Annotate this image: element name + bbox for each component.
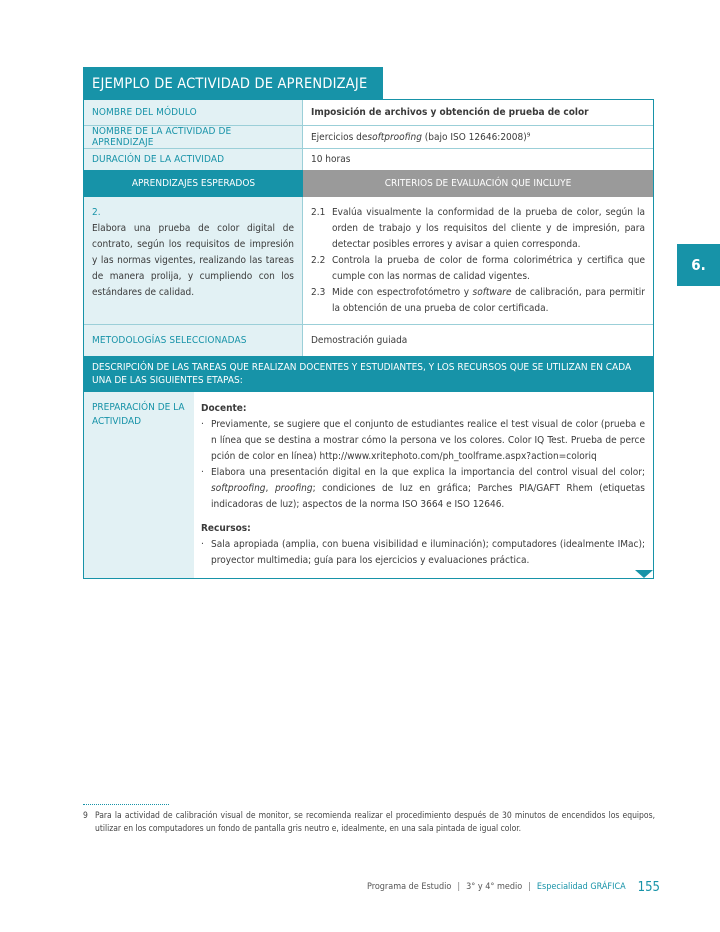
duration-label: DURACIÓN DE LA ACTIVIDAD [84,149,303,170]
activity-title: EJEMPLO DE ACTIVIDAD DE APRENDIZAJE [83,67,383,100]
learning-row [84,197,653,324]
recursos-label: Recursos: [201,523,251,534]
criterion-text-part: de calibración, para permitir la obtención de una prueba de color certificada. [332,287,645,314]
docente-item-text [211,465,645,513]
footer-separator: | [528,882,531,892]
preparation-content [194,392,653,578]
methodology-value: Demostración guiada [311,335,408,346]
criterion-number: 2.3 [311,287,326,298]
bullet-icon: · [201,467,204,478]
footnote-number: 9 [83,811,88,821]
footnote [83,810,655,836]
criterion-number: 2.1 [311,207,326,218]
activity-name-row [84,126,653,148]
docente-item-text: Previamente, se sugiere que el conjunto de estudiantes realice el test visual de color (prueba en línea que se destina a mostrar cómo la persona ve los colores. Color IQ Test. Prueba de percepción de color en línea) http://www.xritephoto.com/ph_toolframe.aspx?action=coloriq [211,419,645,462]
criterion-number: 2.2 [311,255,326,266]
footnote-divider [83,804,169,805]
learning-header: APRENDIZAJES ESPERADOS [84,170,303,197]
section-headers [84,170,653,197]
methodology-row [84,325,653,356]
module-name-value: Imposición de archivos y obtención de prueba de color [311,107,589,118]
recursos-item [201,537,645,569]
docente-item-part: Elabora una presentación digital en la que explica la importancia del control visual del color; [211,467,645,478]
activity-name-label: NOMBRE DE LA ACTIVIDAD DE APRENDIZAJE [84,126,303,148]
description-header: DESCRIPCIÓN DE LAS TAREAS QUE REALIZAN DOCENTES Y ESTUDIANTES, Y LOS RECURSOS QUE SE UTILIZAN EN CADA UNA DE LAS SIGUIENTES ETAPAS: [84,356,653,392]
activity-name-text: Ejercicios de [311,131,368,143]
page-number: 155 [637,879,660,895]
criterion-item [311,285,645,317]
criterion-item [311,205,645,253]
criterion-text [332,285,645,317]
footnote-text: Para la actividad de calibración visual de monitor, se recomienda realizar el procedimiento después de 30 minutos de encendidos los equipos, utilizar en los computadores un fondo de pantalla gris neutro e, idealmente, en una sala pintada de igual color. [95,811,655,834]
docente-item-part: , [265,483,275,494]
page-footer [300,878,660,896]
criterion-text: Evalúa visualmente la conformidad de la prueba de color, según la orden de trabajo y los requisitos del cliente y de impresión, para detectar posibles errores y avisar a quien corresponda. [332,207,645,250]
module-name-label: NOMBRE DEL MÓDULO [84,100,303,125]
docente-item-part: ; condiciones de luz en gráfica; Parches PIA/GAFT Rhem (etiquetas indicadoras de luz); aspectos de la norma ISO 3664 e ISO 12646. [211,483,645,510]
methodology-label: METODOLOGÍAS SELECCIONADAS [84,325,303,356]
criterion-emphasis: software [472,287,512,298]
activity-table [83,99,654,579]
activity-name-value [303,126,653,148]
footer-level: 3° y 4° medio [466,882,523,892]
bullet-icon: · [201,539,204,550]
module-name-row [84,100,653,125]
corner-arrow-icon [635,570,653,578]
docente-item [201,465,645,513]
learning-number: 2. [92,207,101,218]
footer-separator: | [457,882,461,892]
criterion-text-part: Mide con espectrofotómetro y [332,287,473,298]
duration-value: 10 horas [311,154,351,165]
activity-name-suffix: (bajo ISO 12646:2008)⁹ [421,131,531,143]
docente-item-emphasis: softproofing [211,483,266,494]
recursos-item-text: Sala apropiada (amplia, con buena visibilidad e iluminación); computadores (idealmente IMac); proyector multimedia; guía para los ejercicios y evaluaciones práctica. [211,539,645,566]
learning-cell [84,197,303,324]
footer-program: Programa de Estudio [366,882,452,892]
docente-label: Docente: [201,403,247,414]
section-tab: 6. [677,244,720,286]
docente-item-emphasis: proofing [274,483,313,494]
duration-row [84,149,653,170]
preparation-label: PREPARACIÓN DE LA ACTIVIDAD [84,392,194,578]
criterion-item [311,253,645,285]
criteria-cell [303,197,653,324]
criteria-header: CRITERIOS DE EVALUACIÓN QUE INCLUYE [303,170,653,197]
criterion-text: Controla la prueba de color de forma colorimétrica y certifica que cumple con las normas de calidad vigentes. [332,255,645,282]
bullet-icon: · [201,419,204,430]
learning-text: Elabora una prueba de color digital de contrato, según los requisitos de impresión y las normas vigentes, realizando las tareas de manera prolija, y cumpliendo con los estándares de calidad. [92,223,294,298]
footer-specialty: Especialidad GRÁFICA [536,882,626,892]
docente-item [201,417,645,465]
activity-name-emphasis: softproofing [367,131,422,143]
